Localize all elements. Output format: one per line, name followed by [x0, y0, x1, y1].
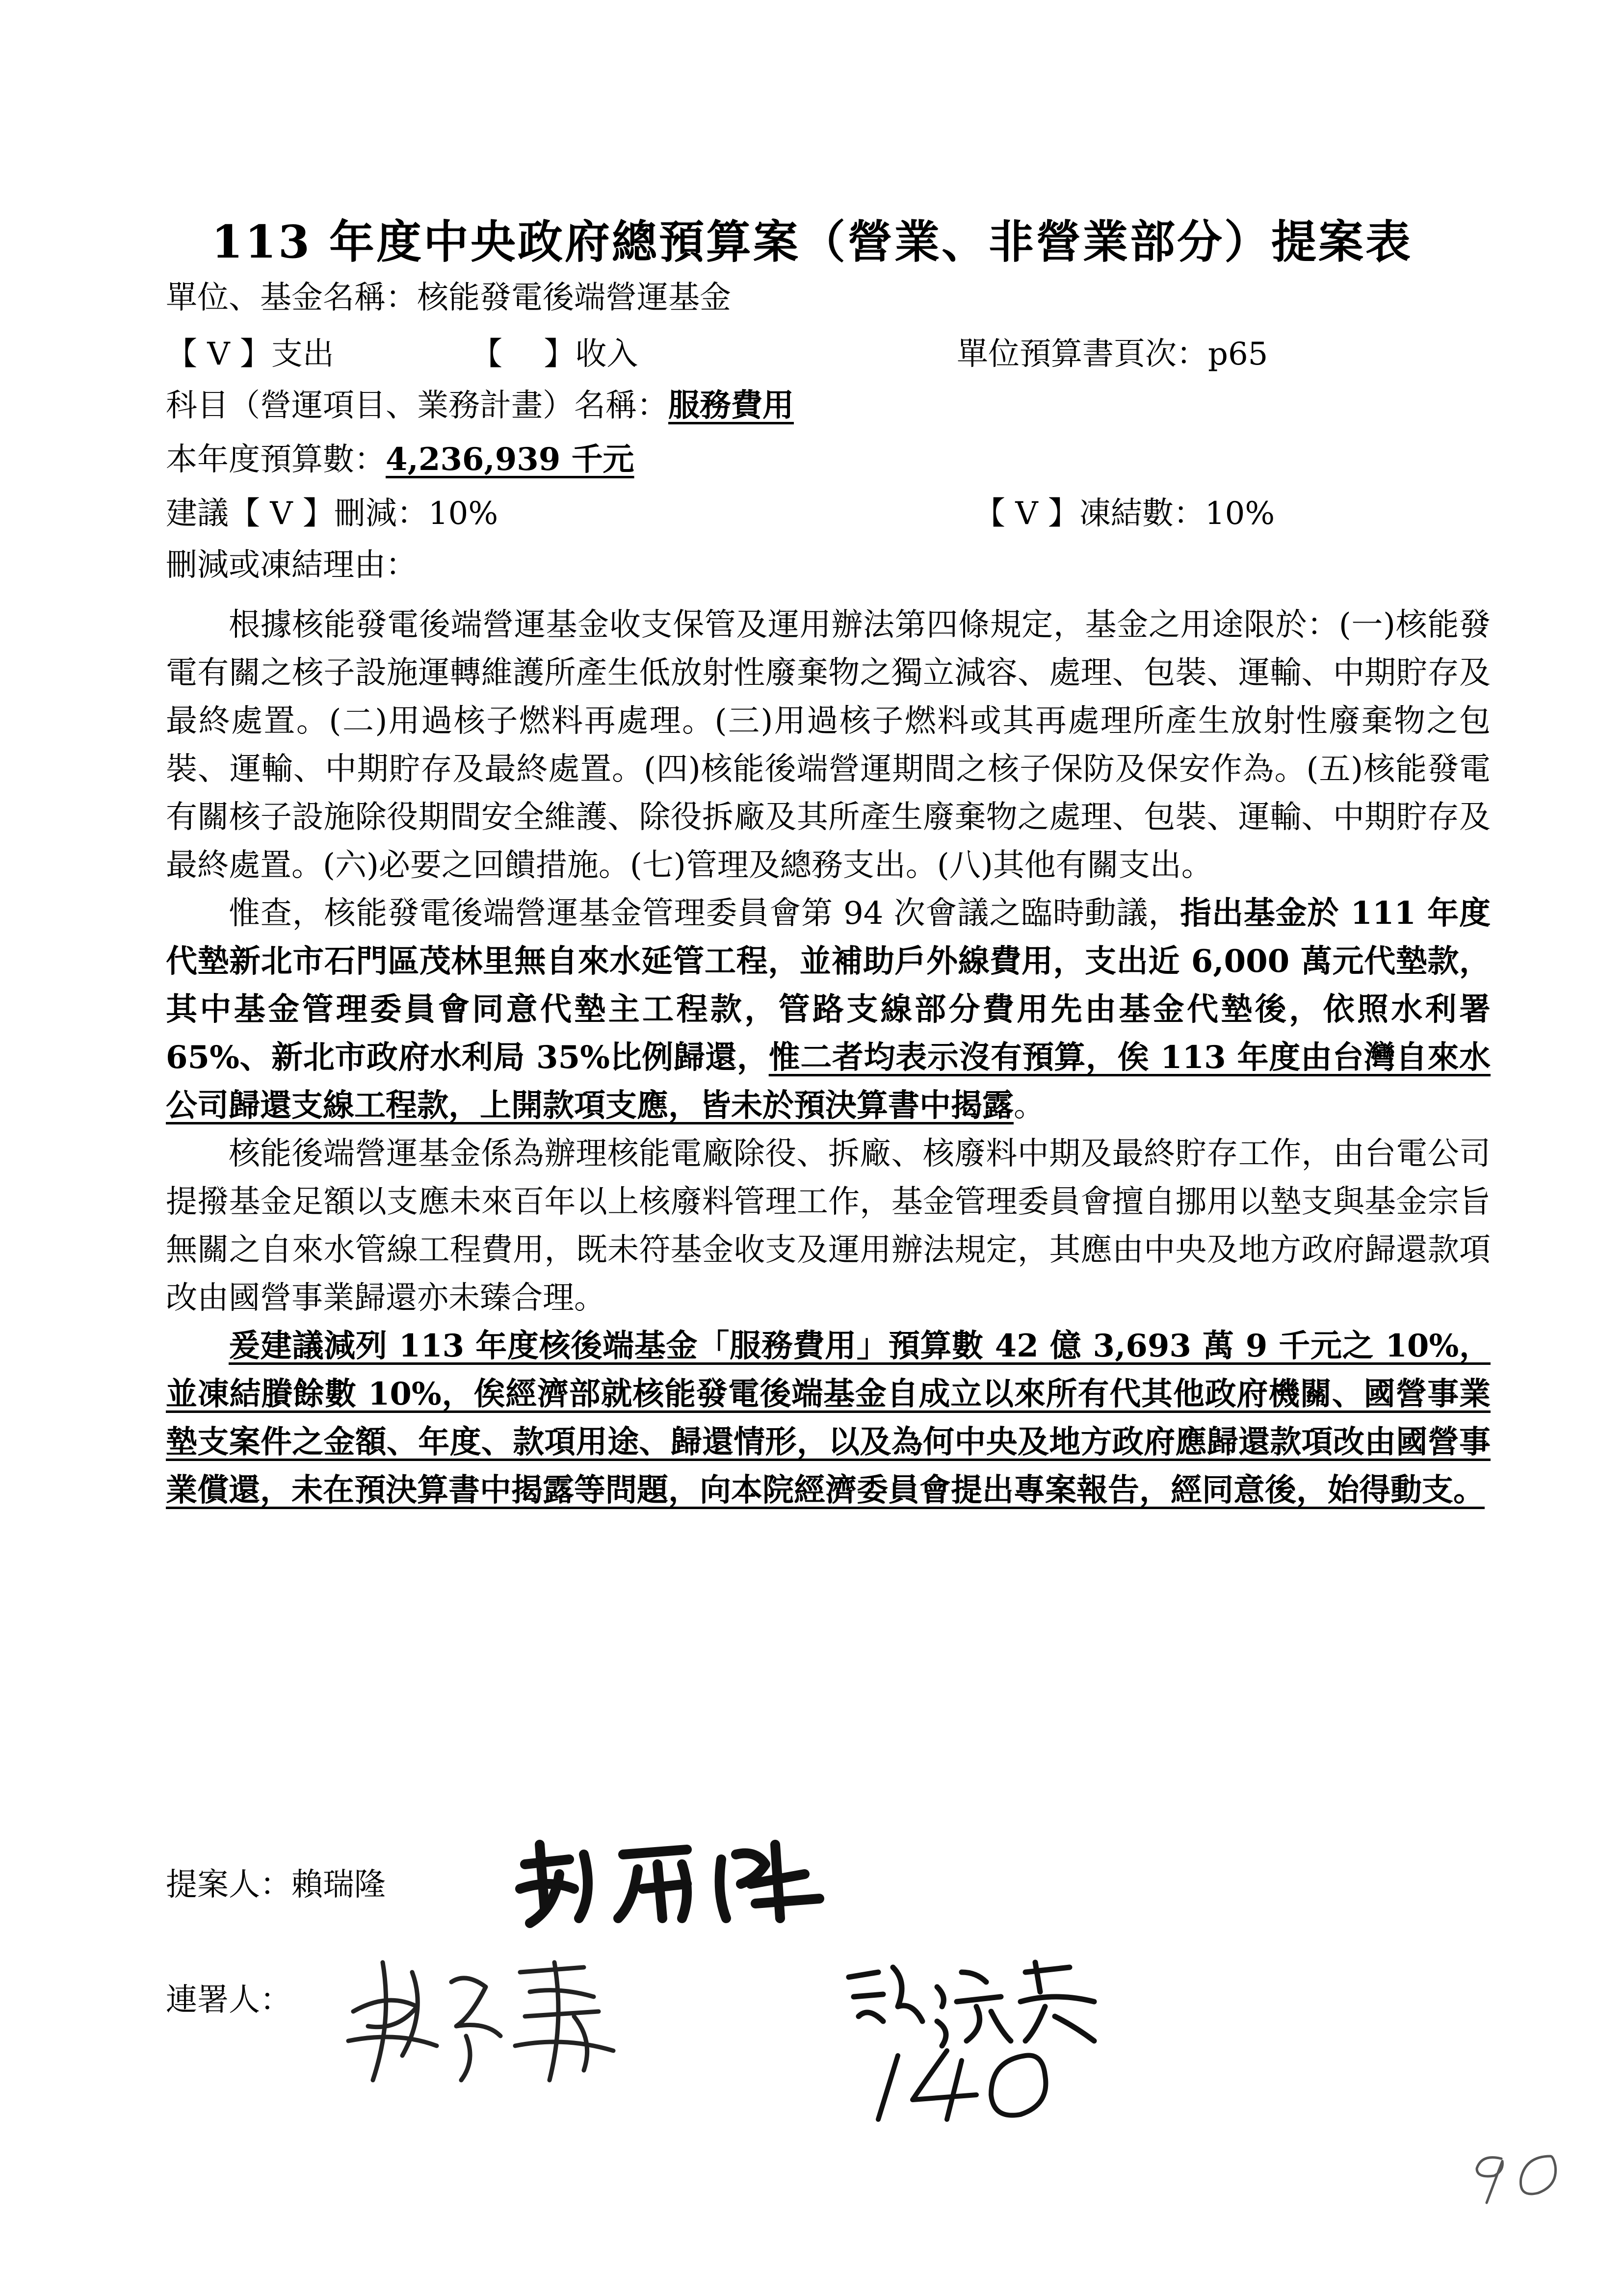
proposer-label: 提案人：賴瑞隆 [166, 1867, 386, 1903]
fund-name: 核能發電後端營運基金 [417, 280, 731, 316]
page-reference: 單位預算書頁次：p65 [957, 336, 1268, 372]
proposer-signature [510, 1835, 834, 1933]
paragraph-analysis: 核能後端營運基金係為辦理核能電廠除役、拆廠、核廢料中期及最終貯存工作，由台電公司提撥基金足額以支應未來百年以上核廢料管理工作，基金管理委員會擅自挪用以墊支與基金宗旨無關之自來水管線工程費用，既未符基金收支及運用辦法規定，其應由中央及地方政府歸還款項改由國營事業歸還亦未臻合理。 [166, 1136, 1491, 1316]
subject-row [166, 387, 794, 424]
fund-row [166, 280, 731, 316]
budget-value: 4,236,939 千元 [386, 441, 634, 478]
findings-end: 。 [1014, 1088, 1045, 1124]
findings-underlined: 惟二者均表示沒有預算，俟 113 年度由台灣自來水公司歸還支線工程款，上開款項支應，皆未於預決算書中揭露 [166, 1039, 1491, 1124]
reason-body [166, 601, 1491, 1514]
budget-row [166, 441, 634, 478]
reason-label: 刪減或凍結理由： [166, 547, 417, 583]
findings-bold: 指出基金於 111 年度代墊新北市石門區茂林里無自來水延管工程，並補助戶外線費用，支出近 6,000 萬元代墊款，其中基金管理委員會同意代墊主工程款，管路支線部分費用先由基金代墊後，依照水利署 65%、新北市政府水利局 35%比例歸還， [166, 895, 1491, 1076]
cosigner-signature-1 [339, 1943, 653, 2090]
expense-checkbox: 【 V 】支出 [166, 336, 334, 372]
cosigner-signature-2 [839, 1953, 1114, 2051]
cut-field: 建議【 V 】刪減：10% [166, 496, 498, 532]
income-checkbox: 【 】收入 [471, 336, 638, 372]
handwritten-number-140 [864, 2041, 1070, 2124]
freeze-field: 【 V 】凍結數：10% [974, 496, 1275, 532]
document-title: 113 年度中央政府總預算案（營業、非營業部分）提案表 [211, 215, 1413, 268]
findings-intro: 惟查，核能發電後端營運基金管理委員會第 94 次會議之臨時動議， [229, 895, 1180, 932]
page-number [1457, 2144, 1585, 2208]
subject-value: 服務費用 [668, 387, 794, 424]
fund-label: 單位、基金名稱： [166, 280, 417, 316]
paragraph-fund-purpose: 根據核能發電後端營運基金收支保管及運用辦法第四條規定，基金之用途限於：(一)核能發電有關之核子設施運轉維護所產生低放射性廢棄物之獨立減容、處理、包裝、運輸、中期貯存及最終處置。(二)用過核子燃料再處理。(三)用過核子燃料或其再處理所產生放射性廢棄物之包裝、運輸、中期貯存及最終處置。(四)核能後端營運期間之核子保防及保安作為。(五)核能發電有關核子設施除役期間安全維護、除役拆廠及其所產生廢棄物之處理、包裝、運輸、中期貯存及最終處置。(六)必要之回饋措施。(七)管理及總務支出。(八)其他有關支出。 [166, 607, 1491, 884]
budget-label: 本年度預算數： [166, 442, 386, 478]
cosigner-label: 連署人： [166, 1982, 291, 2018]
subject-label: 科目（營運項目、業務計畫）名稱： [166, 388, 668, 424]
paragraph-recommendation: 爰建議減列 113 年度核後端基金「服務費用」預算數 42 億 3,693 萬 9 千元之 10%，並凍結賸餘數 10%，俟經濟部就核能發電後端基金自成立以來所有代其他政府機關、國營事業墊支案件之金額、年度、款項用途、歸還情形，以及為何中央及地方政府應歸還款項改由國營事業償還，未在預決算書中揭露等問題，向本院經濟委員會提出專案報告，經同意後，始得動支。 [166, 1328, 1491, 1509]
paragraph-findings [166, 889, 1491, 1130]
